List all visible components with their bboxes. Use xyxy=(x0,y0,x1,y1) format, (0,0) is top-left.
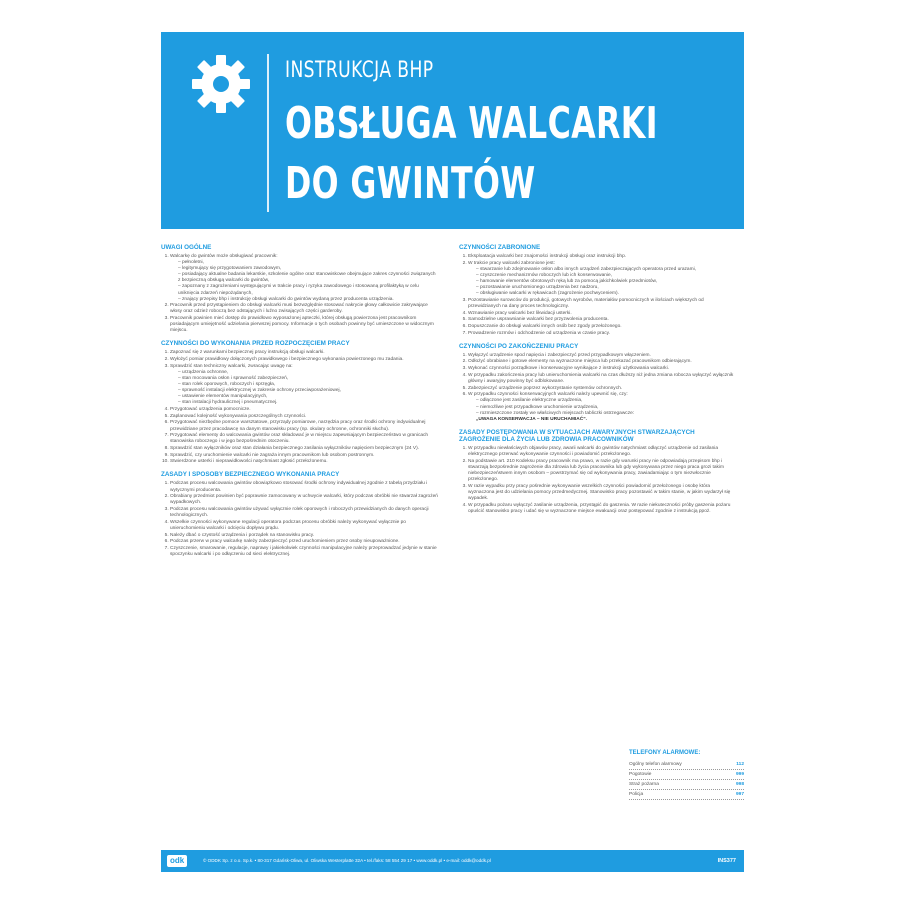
list-item-text: Przygotować niezbędne pomoce warsztatowe, przyrządy pomiarowe, narzędzia pracy oraz środki ochrony indywidualnej przewidziane przez pracodawcę na danym stanowisku pracy (np. okulary ochronne, ochronniki słuchu). xyxy=(170,420,426,432)
sub-list-item: – pozostawianie uruchomionego urządzenia bez nadzoru, xyxy=(476,285,737,291)
list-item-text: Sprawdzić, czy uruchomienie walcarki nie zagraża innym pracownikom lub osobom postronnym. xyxy=(170,452,375,458)
sub-list-item: – stwarzanie lub zdejmowanie osłon albo innych urządzeń zabezpieczających operatora przed urazami, xyxy=(476,267,737,273)
list-item-text: Pracownik powinien mieć dostęp do prawidłowo wyposażonej apteczki, której obsługą powierzona jest pracownikom posiadającym umiejętność udzielania pierwszej pomocy. Informacje o tych osobach powinny być umieszczone w widocznym miejscu. xyxy=(170,316,434,334)
list-item-text: Wznawianie pracy walcarki bez likwidacji usterki. xyxy=(468,310,572,316)
alarm-number: 998 xyxy=(735,781,744,787)
sub-list-item: – rozmieszczone zostały we właściwych miejscach tabliczki ostrzegawcze: xyxy=(476,411,737,417)
list-item-text: Czyszczenie, smarowanie, regulacje, naprawy i jakiekolwiek czynności manipulacyjne należy przeprowadzać jedynie w stanie spoczynku walcarki i po odłączeniu od sieci elektrycznej. xyxy=(170,545,437,558)
alarm-number: 999 xyxy=(735,771,744,777)
list-item xyxy=(170,533,439,539)
alarm-number: 112 xyxy=(736,761,744,767)
sub-list xyxy=(468,398,737,416)
list-item xyxy=(170,414,439,420)
document-code: INS377 xyxy=(717,858,736,864)
list-item xyxy=(468,317,737,323)
list-item xyxy=(170,446,439,452)
list-item-text: Pracownik przed przystąpieniem do obsługi walcarki musi bezwzględnie stosować nakrycie głowy całkowicie zakrywające włosy oraz odzież roboczą bez odstających i luźno zwisających części garderoby. xyxy=(170,303,428,315)
section xyxy=(459,244,737,337)
list-item xyxy=(468,484,737,502)
section xyxy=(459,343,737,424)
list-item-text: Odłożyć obrabiane i gotowe elementy na wyznaczone miejsca lub przekazać pracownikom odbierającym. xyxy=(468,359,692,365)
footer-contact: © ODDK Sp. z o.o. Sp.k. • 80-317 Gdańsk-Oliwa, ul. Oliwska Westerplatte 32A • tel./faks: 58 554 29 17 • www.oddk.pl • e-mail: oddk@oddk.pl xyxy=(203,858,491,863)
sub-list-item: – pełnoletni, xyxy=(178,260,439,266)
list-item xyxy=(468,261,737,298)
list-item-text: W przypadku czynności konserwacyjnych walcarki należy upewnić się, czy: xyxy=(468,392,628,398)
header-kicker: INSTRUKCJA BHP xyxy=(285,58,434,83)
numbered-list xyxy=(459,254,737,337)
list-item xyxy=(468,366,737,372)
list-item xyxy=(170,507,439,519)
numbered-list xyxy=(161,481,439,558)
section xyxy=(161,340,439,465)
list-item-text: Walcarkę do gwintów może obsługiwać pracownik: xyxy=(170,254,278,259)
sub-list xyxy=(170,370,439,407)
alarm-row xyxy=(629,790,744,800)
list-item xyxy=(468,373,737,385)
numbered-list xyxy=(459,446,737,515)
section xyxy=(161,471,439,558)
list-item-text: W przypadku zakończenia pracy lub unieruchomienia walcarki na czas dłuższy niż jedna zmiana robocza wyłączyć wyłącznik główny i awaryjny powinny być odblokowane. xyxy=(468,372,734,384)
sub-list-item: – stan rolek oporowych, roboczych i sprzęgła, xyxy=(178,382,439,388)
sub-list-item: – hamowanie elementów obrotowych ręką lub za pomocą jakichkolwiek przedmiotów, xyxy=(476,279,737,285)
sub-list xyxy=(468,267,737,297)
numbered-list xyxy=(459,353,737,417)
sub-list-item: – legitymujący się przygotowaniem zawodowym, xyxy=(178,266,439,272)
alarm-number: 997 xyxy=(735,791,744,797)
list-item-text: Pozostawianie surowców do produkcji, gotowych wyrobów, materiałów pomocniczych w ilościach większych od przewidzianych na dany proces technologiczny. xyxy=(468,297,704,309)
section-heading: ZASADY POSTĘPOWANIA W SYTUACJACH AWARYJNYCH STWARZAJĄCYCH ZAGROŻENIE DLA ŻYCIA LUB ZDROWIA PRACOWNIKÓW xyxy=(459,429,695,444)
section-heading: CZYNNOŚCI ZABRONIONE xyxy=(459,244,541,251)
list-item xyxy=(468,503,737,515)
section-heading: UWAGI OGÓLNE xyxy=(161,244,212,251)
list-item xyxy=(170,350,439,356)
sub-list-item: – ustawienie elementów manipulacyjnych, xyxy=(178,394,439,400)
list-item xyxy=(468,311,737,317)
alarm-label: Pogotowie xyxy=(629,771,652,777)
alarm-row xyxy=(629,770,744,780)
list-item xyxy=(170,539,439,545)
sub-list-item: – czyszczenie mechanizmów roboczych lub ich konserwowanie, xyxy=(476,273,737,279)
list-item-text: W przypadku niewłaściwych objawów pracy, awarii walcarki do gwintów natychmiast odłączyć urządzenie od zasilania elektrycznego przerwać wykonywanie czynności i powiadomić przełożonego. xyxy=(468,446,718,458)
gear-icon xyxy=(189,52,253,116)
list-item xyxy=(468,324,737,330)
list-item-text: Podczas procesu walcowania gwintów obowiązkowo stosować środki ochrony indywidualnej zgodnie z tabelą przydziału i wytycznymi producenta. xyxy=(170,481,428,493)
list-item xyxy=(468,459,737,483)
alarm-label: Straż pożarna xyxy=(629,781,659,787)
numbered-list xyxy=(161,254,439,334)
list-item xyxy=(170,316,439,334)
list-item-text: W razie wypadku przy pracy pośrednie wykonywanie wszelkich czynności powiadomić przełożonego i osobę która wyznaczona jest do udzielania pomocy przedmedycznej. Stanowisko pracy pozostawić w takim stanie, w jakim wydarzył się wypadek. xyxy=(468,484,731,502)
alarm-title: TELEFONY ALARMOWE: xyxy=(629,750,701,756)
alarm-phones-box xyxy=(629,750,744,800)
header-divider xyxy=(267,54,269,212)
list-item xyxy=(468,359,737,365)
list-item-text: Podczas procesu walcowania gwintów używać wyłącznie rolek oporowych i roboczych przewidzianych do danych operacji technologicznych. xyxy=(170,507,429,519)
list-item xyxy=(170,303,439,315)
list-item-text: Na podstawie art. 210 Kodeksu pracy pracownik ma prawo, w razie gdy warunki pracy nie odpowiadają przepisom bhp i stwarzają bezpośrednie zagrożenie dla zdrowia lub życia pracownika lub gdy wykonywana przez niego praca grozi takim niebezpieczeństwem innym osobom – powstrzymać się od wykonywania pracy, zawiadamiając o tym niezwłocznie przełożonego. xyxy=(468,459,724,483)
list-item xyxy=(170,254,439,303)
list-item-text: Wyłożyć pomiar prawidłowy dołączonych prawidłowego i bezpiecznego wykonania powierzonego mu zadania. xyxy=(170,357,404,363)
sub-list-item: – niemożliwe jest przypadkowe uruchomienie urządzenia, xyxy=(476,405,737,411)
list-item xyxy=(468,254,737,260)
title-line-2: DO GWINTÓW xyxy=(285,158,536,209)
list-item-text: Stwierdzone usterki i nieprawidłowości natychmiast zgłosić przełożonemu. xyxy=(170,459,328,465)
list-item xyxy=(468,446,737,458)
sub-list-item: – znający przepisy bhp i instrukcję obsługi walcarki do gwintów wydaną przez producenta urządzenia. xyxy=(178,297,439,303)
list-item-text: Podczas przerw w pracy walcarkę należy zabezpieczyć przed uruchomieniem przez osoby nieupoważnione. xyxy=(170,539,400,545)
list-item xyxy=(468,392,737,416)
alarm-row xyxy=(629,760,744,770)
list-item-text: Wyłączyć urządzenie spod napięcia i zabezpieczyć przed przypadkowym włączeniem. xyxy=(468,352,651,358)
sub-list-item: – stan mocowania osłon i sprawność zabezpieczeń, xyxy=(178,376,439,382)
list-item xyxy=(170,453,439,459)
section-heading: ZASADY I SPOSOBY BEZPIECZNEGO WYKONANIA PRACY xyxy=(161,471,340,479)
list-item-text: W trakcie pracy walcarki zabronione jest: xyxy=(468,260,555,266)
list-item-text: Sprawdzić stan techniczny walcarki, zwracając uwagę na: xyxy=(170,363,293,369)
alarm-row xyxy=(629,780,744,790)
alarm-label: Policja xyxy=(629,791,644,797)
list-item-text: Obrabiany przedmiot powinien być poprawnie zamocowany w uchwycie walcarki, który podczas obróbki nie stwarzał zagrożeń wypadkowych. xyxy=(170,494,438,506)
sub-list-item: – posiadający aktualne badania lekarskie, szkolenie ogólne oraz stanowiskowe obejmujące zakres czynności związanych z bezpieczną obsługą walcarki do gwintów, xyxy=(178,272,439,284)
list-item-text: Przygotować urządzenia pomocnicze. xyxy=(170,407,251,413)
list-item xyxy=(170,433,439,445)
sub-list-item: – zapoznany z zagrożeniami występującymi w trakcie pracy i ryzyka zawodowego i stosowaną profilaktyką w celu uniknięcia zdarzeń niepożądanych, xyxy=(178,284,439,296)
list-item xyxy=(468,331,737,337)
sub-list-item: – sprawność instalacji elektrycznej w zakresie ochrony przeciwporażeniowej, xyxy=(178,388,439,394)
sub-list xyxy=(170,260,439,303)
list-item-text: Prowadzenie rozmów i odchodzenie od urządzenia w czasie pracy. xyxy=(468,330,611,336)
list-item-text: Sprawdzić stan wyłączników oraz stan działania bezpiecznego zasilania wyłączników napięciem bezpiecznym (24 V). xyxy=(170,445,420,451)
sub-list-item: – odłączone jest zasilanie elektryczne urządzenia, xyxy=(476,398,737,404)
list-item xyxy=(170,520,439,532)
list-item xyxy=(170,407,439,413)
section-heading: CZYNNOŚCI DO WYKONANIA PRZED ROZPOCZĘCIEM PRACY xyxy=(161,340,350,348)
footer-bar xyxy=(161,850,744,872)
list-item-text: W przypadku pożaru wyłączyć zasilanie urządzenia, przystąpić do gaszenia. W razie niekuteczności próby gaszenia pożaru opuścić stanowisko pracy i udać się w wyznaczone miejsce ewakuacji oraz postępować zgodnie z instrukcją ppoż. xyxy=(468,503,731,515)
sub-list-item: – obsługiwanie walcarki w rękawicach (zagrożenie pochwyceniem). xyxy=(476,291,737,297)
list-item xyxy=(170,420,439,432)
right-column xyxy=(459,244,737,521)
list-item-text: Zaplanować kolejność wykonywania poszczególnych czynności. xyxy=(170,413,307,419)
numbered-list xyxy=(161,350,439,465)
list-item xyxy=(170,459,439,465)
list-item xyxy=(468,298,737,310)
list-item-text: Dopuszczanie do obsługi walcarki innych osób bez zgody przełożonego. xyxy=(468,324,622,329)
list-item xyxy=(468,353,737,359)
list-item-text: Wszelkie czynności wykonywane regulacji operatora podczas procesu obróbki należy wykonywać wyłącznie po unieruchomieniu walcarki i odcięciu dopływu prądu. xyxy=(170,519,406,531)
list-item-text: Eksploatacja walcarki bez znajomości instrukcji obsługi oraz instrukcji bhp. xyxy=(468,254,627,259)
list-item xyxy=(170,481,439,493)
title-line-1: OBSŁUGA WALCARKI xyxy=(285,98,658,149)
publisher-logo: odk xyxy=(167,855,187,867)
list-item-text: Przygotować elementy do walcowania gwintów oraz składować je w miejscu zapewniającym bezpieczeństwo w granicach stanowiska roboczego i w jego bezpośrednim otoczeniu. xyxy=(170,433,429,445)
list-item xyxy=(170,357,439,363)
header-banner xyxy=(161,32,744,229)
section xyxy=(161,244,439,334)
list-item xyxy=(170,546,439,558)
sub-list-item: – urządzenia ochronne, xyxy=(178,370,439,376)
list-item-text: Wykonać czynności porządkowe i konserwacyjne wynikające z instrukcji użytkowania walcarki. xyxy=(468,366,669,372)
list-item-text: Zabezpieczyć urządzenie poprzez wykorzystanie systemów ochronnych. xyxy=(468,385,623,391)
left-column xyxy=(161,244,439,564)
section-heading: CZYNNOŚCI PO ZAKOŃCZENIU PRACY xyxy=(459,342,579,350)
alarm-label: Ogólny telefon alarmowy xyxy=(629,761,682,767)
list-item-text: Zapoznać się z warunkami bezpiecznej pracy instrukcją obsługi walcarki. xyxy=(170,350,325,356)
warning-sign-text: „UWAGA KONSERWACJA – NIE URUCHAMIAĆ”. xyxy=(476,417,587,423)
list-item-text: Należy dbać o czystość urządzenia i porządek na stanowisku pracy. xyxy=(170,532,315,538)
list-item xyxy=(170,364,439,407)
section xyxy=(459,429,737,515)
list-item-text: Samodzielne usprawnianie walcarki bez przyzwolenia producenta. xyxy=(468,317,609,323)
list-item xyxy=(170,494,439,506)
instruction-sheet xyxy=(161,32,744,874)
sub-list-item: – stan instalacji hydraulicznej i pneumatycznej. xyxy=(178,400,439,406)
list-item xyxy=(468,386,737,392)
